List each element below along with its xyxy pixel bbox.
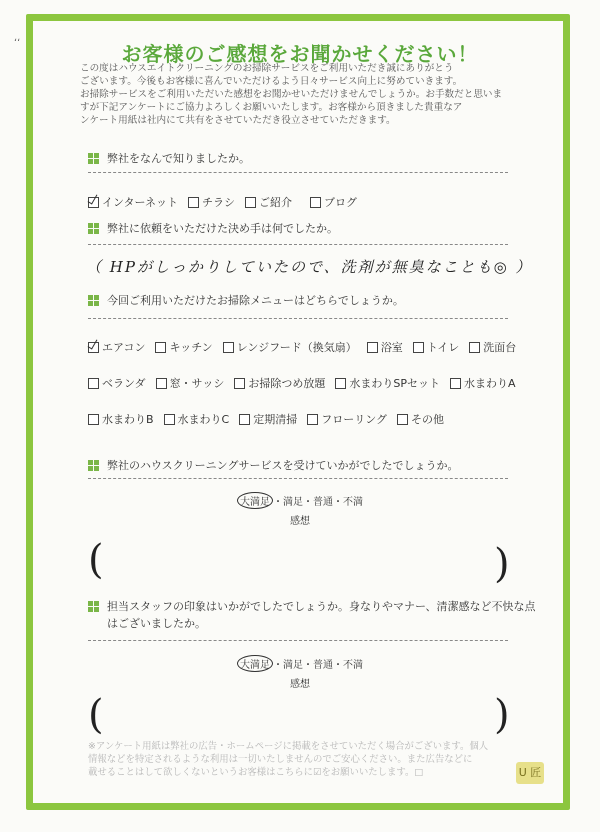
option-label: ご紹介 [259, 196, 293, 209]
checkbox[interactable] [469, 342, 480, 353]
staff-rating[interactable] [0, 656, 600, 671]
checkbox[interactable] [397, 414, 408, 425]
impression-label: 感想 [290, 516, 310, 527]
option-label: レンジフード（換気扇） [236, 341, 357, 354]
footer-line: 情報などを特定されるような利用は一切いたしませんのでご安心ください。また広告などに [88, 754, 473, 765]
option-bathroom[interactable] [367, 339, 403, 355]
option-water-sp-set[interactable] [335, 375, 440, 391]
option-label: ベランダ [102, 377, 146, 390]
bullet-icon [88, 153, 99, 164]
satisfaction-rating[interactable] [0, 493, 600, 508]
question-5 [88, 598, 536, 632]
option-kitchen[interactable] [155, 339, 212, 355]
footer-line: 載せることはして欲しくないというお客様はこちらに☑をお願いいたします。□ [88, 767, 424, 778]
menu-row-3 [88, 411, 454, 427]
checkbox[interactable] [307, 414, 318, 425]
question-3-text: 今回ご利用いただけたお掃除メニューはどちらでしょうか。 [107, 294, 404, 307]
divider [88, 478, 508, 479]
checkbox[interactable] [88, 378, 99, 389]
option-label: その他 [411, 413, 445, 426]
option-range-hood[interactable] [223, 339, 357, 355]
intro-line: ンケート用紙は社内にて共有をさせていただき役立させていただきます。 [80, 115, 396, 126]
menu-row-2 [88, 375, 526, 391]
option-label: インターネット [102, 196, 179, 209]
checkbox-checked[interactable] [88, 342, 99, 353]
option-label: キッチン [169, 341, 213, 354]
corner-mark: ʻʻ [14, 38, 21, 49]
option-veranda[interactable] [88, 375, 146, 391]
option-label: 定期清掃 [253, 413, 298, 426]
checkbox[interactable] [310, 197, 321, 208]
question-3 [88, 292, 404, 308]
option-all-you-can[interactable] [234, 375, 325, 391]
option-label: 洗面台 [483, 341, 517, 354]
question-4 [88, 457, 458, 473]
page-title: お客様のご感想をお聞かせください！ [121, 42, 479, 66]
checkbox[interactable] [450, 378, 461, 389]
footer-line: ※アンケート用紙は弊社の広告・ホームページに掲載をさせていただく場合がございます。個人 [88, 741, 489, 752]
selected-rating[interactable]: 大満足 [237, 655, 273, 672]
option-water-b[interactable] [88, 411, 154, 427]
option-label: エアコン [102, 341, 146, 354]
option-label: チラシ [202, 196, 236, 209]
question-4-text: 弊社のハウスクリーニングサービスを受けていかがでしたでしょうか。 [107, 459, 459, 472]
intro-line: この度はハウスエイトクリーニングのお掃除サービスをご利用いただき誠にありがとう [80, 63, 454, 74]
option-label: 水まわりC [177, 413, 230, 426]
divider [88, 318, 508, 319]
option-label: 水まわりSPセット [349, 377, 440, 390]
checkbox[interactable] [413, 342, 424, 353]
checkbox[interactable] [88, 414, 99, 425]
bullet-icon [88, 460, 99, 471]
option-flyer[interactable] [188, 194, 235, 210]
question-1 [88, 150, 250, 166]
open-paren: ( [88, 692, 104, 738]
question-2 [88, 220, 338, 236]
option-blog[interactable] [310, 194, 357, 210]
stamp-badge: U 匠 [516, 762, 544, 784]
q1-options [88, 194, 367, 210]
checkbox[interactable] [367, 342, 378, 353]
question-2-text: 弊社に依頼をいただけた決め手は何でしたか。 [107, 222, 338, 235]
option-washbasin[interactable] [469, 339, 516, 355]
close-paren: ) [494, 541, 510, 587]
divider [88, 244, 508, 245]
intro-line: お掃除サービスをご利用いただいた感想をお聞かせいただけませんでしょうか。お手数だと思いま [80, 89, 503, 100]
checkbox[interactable] [245, 197, 256, 208]
option-label: 窓・サッシ [169, 377, 225, 390]
option-label: ブログ [324, 196, 358, 209]
bullet-icon [88, 295, 99, 306]
menu-row-1 [88, 339, 526, 355]
footer-note [88, 740, 508, 779]
checkbox[interactable] [335, 378, 346, 389]
option-water-c[interactable] [164, 411, 230, 427]
bullet-icon [88, 601, 99, 612]
checkbox[interactable] [239, 414, 250, 425]
question-5-text-line2: はございましたか。 [107, 617, 206, 630]
rating-options: ・満足・普通・不満 [273, 497, 363, 508]
selected-rating[interactable]: 大満足 [237, 492, 273, 509]
option-label: 水まわりA [463, 377, 516, 390]
intro-line: ございます。今後もお客様に喜んでいただけるよう日々サービス向上に努めていきます。 [80, 76, 463, 87]
option-referral[interactable] [245, 194, 292, 210]
option-label: トイレ [426, 341, 460, 354]
option-window-sash[interactable] [156, 375, 225, 391]
rating-options: ・満足・普通・不満 [273, 660, 363, 671]
option-label: フローリング [321, 413, 388, 426]
checkbox[interactable] [188, 197, 199, 208]
option-label: 水まわりB [102, 413, 154, 426]
intro-text [80, 62, 530, 127]
checkbox-checked[interactable] [88, 197, 99, 208]
option-flooring[interactable] [307, 411, 387, 427]
impression-label: 感想 [290, 679, 310, 690]
divider [88, 640, 508, 641]
open-paren: ( [88, 537, 104, 583]
close-paren: ) [494, 692, 510, 738]
checkbox[interactable] [155, 342, 166, 353]
question-5-text-line1: 担当スタッフの印象はいかがでしたでしょうか。身なりやマナー、清潔感など不快な点 [107, 600, 536, 613]
question-1-text: 弊社をなんで知りましたか。 [107, 152, 250, 165]
checkbox[interactable] [164, 414, 175, 425]
checkbox[interactable] [223, 342, 234, 353]
intro-line: すが下記アンケートにご協力よろしくお願いいたします。お客様から頂きました貴重なア [80, 102, 463, 113]
divider [88, 172, 508, 173]
option-other[interactable] [397, 411, 444, 427]
bullet-icon [88, 223, 99, 234]
option-aircon[interactable] [88, 339, 145, 355]
option-internet[interactable] [88, 194, 178, 210]
option-regular-cleaning[interactable] [239, 411, 297, 427]
option-water-a[interactable] [450, 375, 516, 391]
handwritten-answer[interactable]: （ HPがしっかりしていたので、洗剤が無臭なことも◎ ） [86, 258, 533, 276]
checkbox[interactable] [156, 378, 167, 389]
checkbox[interactable] [234, 378, 245, 389]
option-label: お掃除つめ放題 [248, 377, 326, 390]
option-label: 浴室 [380, 341, 403, 354]
option-toilet[interactable] [413, 339, 459, 355]
